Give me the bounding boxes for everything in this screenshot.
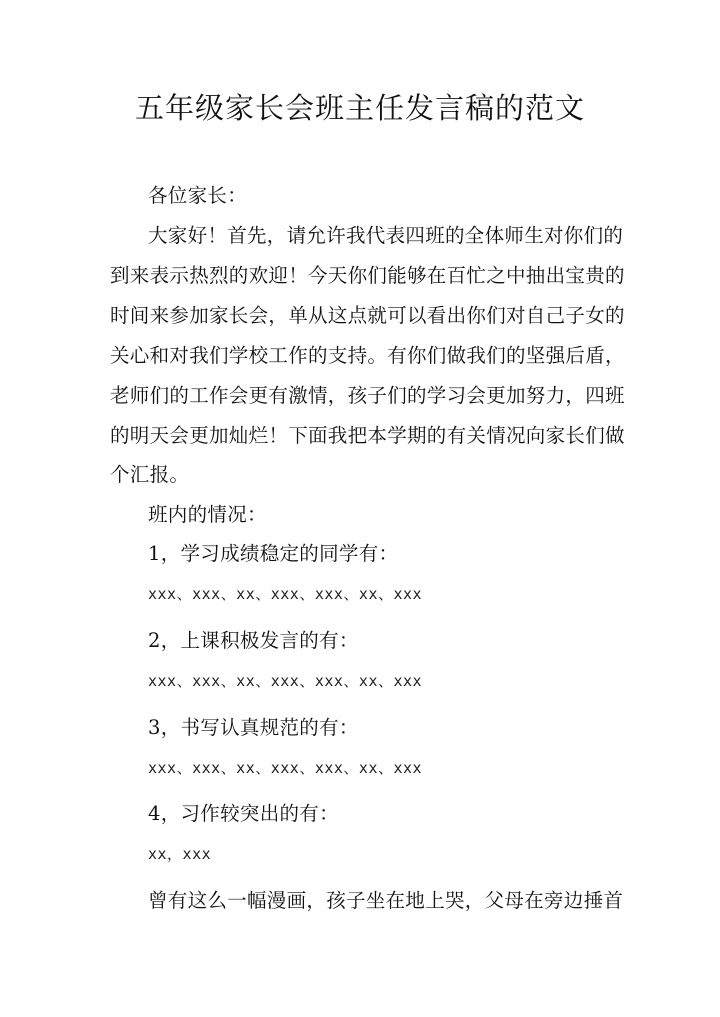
- intro-line-6: 的明天会更加灿烂！下面我把本学期的有关情况向家长们做: [110, 424, 625, 447]
- intro-line-5: 老师们的工作会更有激情，孩子们的学习会更加努力，四班: [110, 384, 625, 407]
- item-label-1: 1，学习成绩稳定的同学有：: [148, 542, 399, 565]
- item-label-3: 3，书写认真规范的有：: [148, 716, 359, 739]
- item-names-4: xx，xxx: [148, 845, 212, 863]
- item-names-3: xxx、xxx、xx、xxx、xxx、xx、xxx: [148, 759, 423, 777]
- item-names-2: xxx、xxx、xx、xxx、xxx、xx、xxx: [148, 672, 423, 690]
- intro-line-3: 时间来参加家长会，单从这点就可以看出你们对自己子女的: [110, 304, 625, 327]
- item-label-4: 4，习作较突出的有：: [148, 802, 339, 825]
- intro-line-1: 大家好！首先，请允许我代表四班的全体师生对你们的: [148, 224, 624, 247]
- greeting: 各位家长：: [148, 184, 248, 207]
- section-heading: 班内的情况：: [148, 503, 267, 526]
- item-label-2: 2，上课积极发言的有：: [148, 629, 359, 652]
- page-title: 五年级家长会班主任发言稿的范文: [134, 91, 585, 125]
- item-names-1: xxx、xxx、xx、xxx、xxx、xx、xxx: [148, 585, 423, 603]
- intro-line-4: 关心和对我们学校工作的支持。有你们做我们的坚强后盾，: [110, 344, 625, 367]
- intro-line-7: 个汇报。: [110, 463, 190, 486]
- closing-line: 曾有这么一幅漫画，孩子坐在地上哭，父母在旁边捶首: [148, 889, 624, 912]
- intro-line-2: 到来表示热烈的欢迎！今天你们能够在百忙之中抽出宝贵的: [110, 264, 625, 287]
